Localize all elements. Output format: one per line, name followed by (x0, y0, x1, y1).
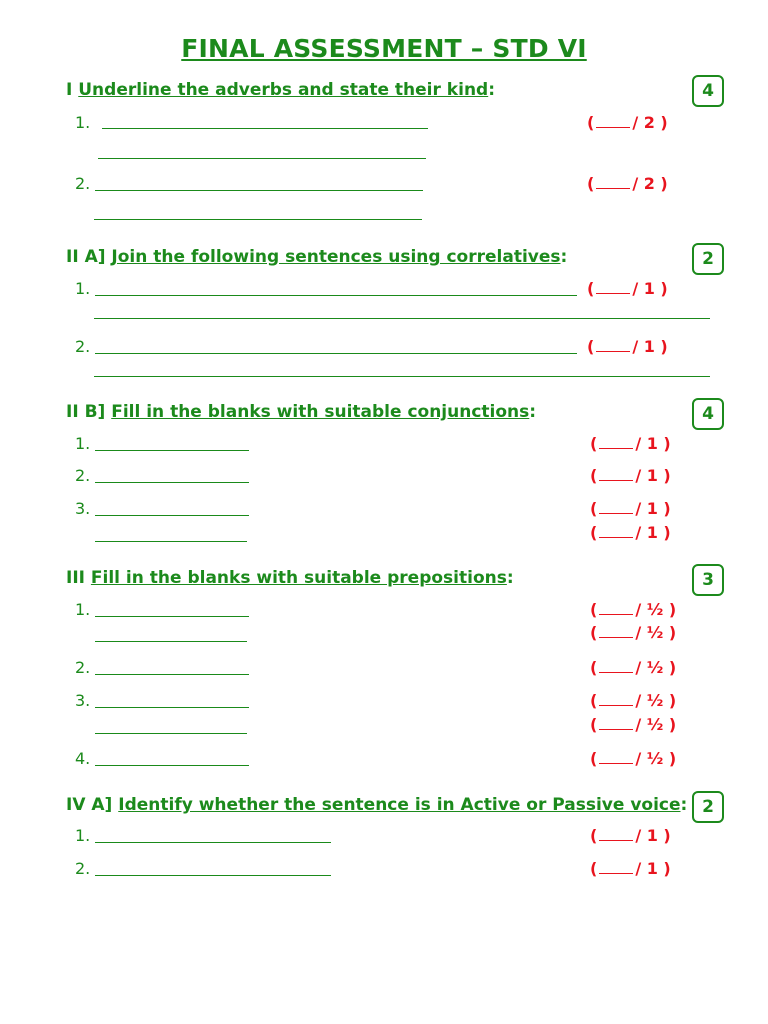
item-marks (590, 434, 671, 453)
section-instruction: Fill in the blanks with suitable conjunctions (111, 402, 530, 422)
item-number: 2. (75, 466, 91, 485)
score-blank[interactable] (599, 501, 633, 514)
answer-line[interactable] (95, 295, 577, 296)
max-marks: / ½ ) (635, 658, 677, 677)
max-marks: / ½ ) (635, 749, 677, 768)
answer-line[interactable] (95, 616, 249, 617)
item-marks (587, 174, 668, 193)
paren: ( (590, 523, 598, 542)
item-number: 1. (75, 279, 91, 298)
paren: ( (587, 174, 595, 193)
colon: : (560, 247, 568, 267)
item-marks (590, 859, 671, 878)
score-blank[interactable] (599, 828, 633, 841)
section-1-heading (66, 80, 495, 100)
item-number: 2. (75, 174, 91, 193)
item-marks (587, 113, 668, 132)
score-blank[interactable] (596, 339, 630, 352)
item-number: 1. (75, 826, 91, 845)
paren: ( (590, 466, 598, 485)
page-title: FINAL ASSESSMENT – STD VI (181, 34, 587, 63)
answer-line[interactable] (95, 674, 249, 675)
colon: : (680, 795, 688, 815)
item-number: 4. (75, 749, 91, 768)
score-blank[interactable] (599, 468, 633, 481)
score-blank[interactable] (599, 717, 633, 730)
item-marks (590, 826, 671, 845)
item-number: 3. (75, 691, 91, 710)
max-marks: / 1 ) (635, 826, 671, 845)
item-marks (590, 523, 671, 542)
paren: ( (590, 600, 598, 619)
paren: ( (590, 499, 598, 518)
colon: : (506, 568, 514, 588)
max-marks: / 2 ) (632, 174, 668, 193)
answer-line[interactable] (102, 128, 428, 129)
answer-line[interactable] (95, 482, 249, 483)
score-blank[interactable] (599, 861, 633, 874)
max-marks: / 1 ) (635, 523, 671, 542)
score-blank[interactable] (596, 176, 630, 189)
score-blank[interactable] (599, 660, 633, 673)
section-instruction: Identify whether the sentence is in Active or Passive voice (118, 795, 681, 815)
answer-line[interactable] (95, 190, 423, 191)
section-4a-heading (66, 795, 687, 815)
colon: : (529, 402, 537, 422)
max-marks: / 1 ) (635, 466, 671, 485)
paren: ( (590, 749, 598, 768)
section-4a-total-marks: 2 (692, 791, 724, 823)
answer-line[interactable] (95, 733, 247, 734)
max-marks: / 1 ) (635, 499, 671, 518)
max-marks: / 1 ) (635, 859, 671, 878)
paren: ( (590, 658, 598, 677)
section-1-total-marks: 4 (692, 75, 724, 107)
paren: ( (587, 113, 595, 132)
paren: ( (590, 859, 598, 878)
paren: ( (590, 623, 598, 642)
item-number: 1. (75, 113, 91, 132)
answer-line[interactable] (95, 707, 249, 708)
paren: ( (587, 279, 595, 298)
score-blank[interactable] (599, 625, 633, 638)
max-marks: / ½ ) (635, 623, 677, 642)
score-blank[interactable] (596, 281, 630, 294)
item-marks (587, 337, 668, 356)
item-marks (590, 658, 676, 677)
answer-line[interactable] (95, 641, 247, 642)
answer-line[interactable] (94, 219, 422, 220)
answer-line[interactable] (98, 158, 426, 159)
item-marks (590, 600, 676, 619)
paren: ( (590, 715, 598, 734)
item-number: 2. (75, 658, 91, 677)
section-numeral: II B] (66, 402, 106, 422)
answer-line[interactable] (95, 875, 331, 876)
max-marks: / 1 ) (632, 337, 668, 356)
section-instruction: Join the following sentences using correlatives (111, 247, 561, 267)
section-numeral: III (66, 568, 85, 588)
score-blank[interactable] (599, 525, 633, 538)
score-blank[interactable] (599, 436, 633, 449)
score-blank[interactable] (599, 751, 633, 764)
section-numeral: IV A] (66, 795, 113, 815)
answer-line[interactable] (95, 450, 249, 451)
item-marks (590, 749, 676, 768)
section-3-total-marks: 3 (692, 564, 724, 596)
answer-line[interactable] (94, 318, 710, 319)
item-number: 2. (75, 859, 91, 878)
item-number: 1. (75, 600, 91, 619)
max-marks: / 2 ) (632, 113, 668, 132)
answer-line[interactable] (95, 515, 249, 516)
answer-line[interactable] (95, 765, 249, 766)
colon: : (488, 80, 496, 100)
max-marks: / 1 ) (635, 434, 671, 453)
score-blank[interactable] (599, 602, 633, 615)
answer-line[interactable] (94, 376, 710, 377)
item-marks (590, 691, 676, 710)
item-number: 1. (75, 434, 91, 453)
item-marks (587, 279, 668, 298)
item-number: 2. (75, 337, 91, 356)
paren: ( (587, 337, 595, 356)
paren: ( (590, 826, 598, 845)
paren: ( (590, 691, 598, 710)
item-number: 3. (75, 499, 91, 518)
section-instruction: Fill in the blanks with suitable prepositions (90, 568, 507, 588)
score-blank[interactable] (599, 693, 633, 706)
section-instruction: Underline the adverbs and state their kind (78, 80, 489, 100)
section-3-heading (66, 568, 514, 588)
answer-line[interactable] (95, 353, 577, 354)
section-numeral: II A] (66, 247, 106, 267)
max-marks: / ½ ) (635, 600, 677, 619)
answer-line[interactable] (95, 541, 247, 542)
section-2b-heading (66, 402, 536, 422)
item-marks (590, 466, 671, 485)
section-2a-heading (66, 247, 567, 267)
section-2b-total-marks: 4 (692, 398, 724, 430)
max-marks: / ½ ) (635, 691, 677, 710)
item-marks (590, 623, 676, 642)
answer-line[interactable] (95, 842, 331, 843)
section-numeral: I (66, 80, 73, 100)
item-marks (590, 715, 676, 734)
max-marks: / 1 ) (632, 279, 668, 298)
paren: ( (590, 434, 598, 453)
item-marks (590, 499, 671, 518)
score-blank[interactable] (596, 115, 630, 128)
section-2a-total-marks: 2 (692, 243, 724, 275)
max-marks: / ½ ) (635, 715, 677, 734)
